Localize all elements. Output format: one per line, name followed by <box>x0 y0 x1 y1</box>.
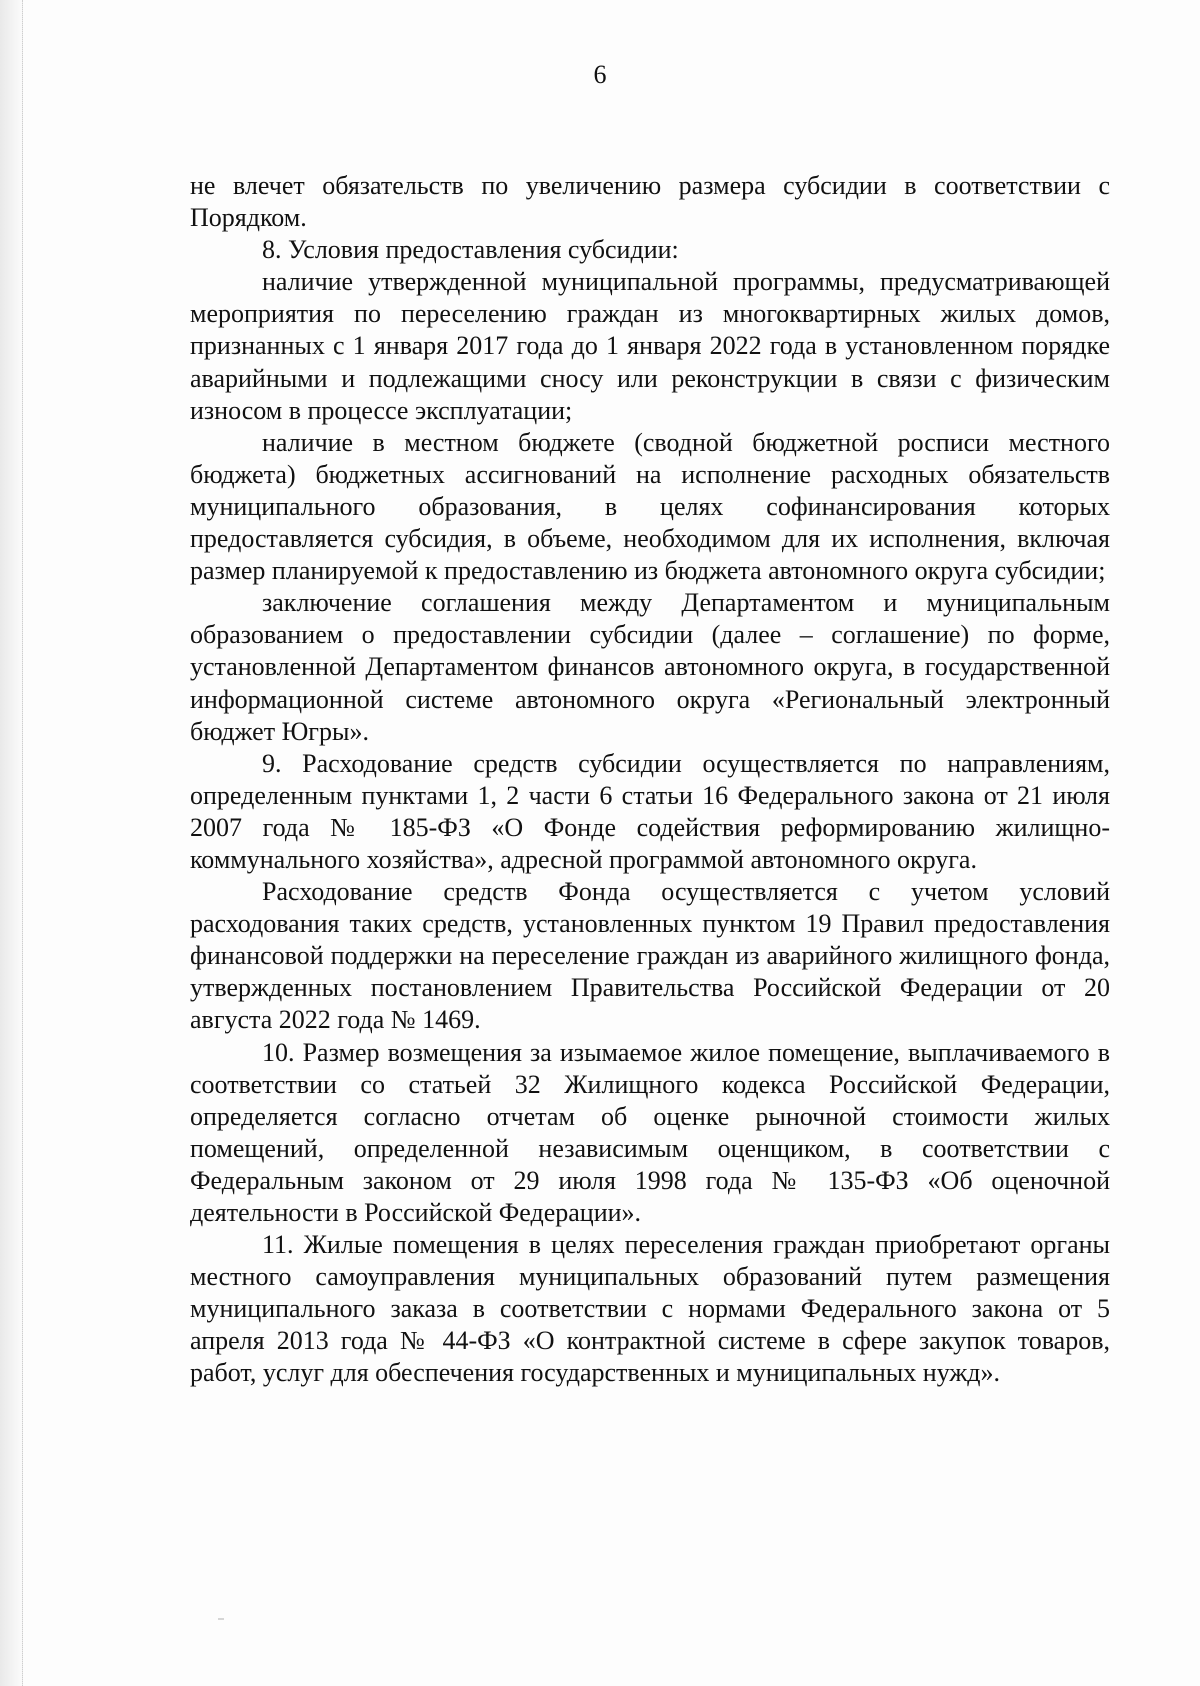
scan-artifact <box>218 1618 224 1620</box>
paragraph-item-11: 11. Жилые помещения в целях переселения граждан приобретают органы местного самоуправления муниципальных образований путем размещения муниципального заказа в соответствии с нормами Федерального закона от 5 апреля 2013 года № 44-ФЗ «О контрактной системе в сфере закупок товаров, работ, услуг для обеспечения государственных и муниципальных нужд». <box>190 1230 1110 1388</box>
scan-edge <box>0 0 23 1686</box>
paragraph-condition-budget: наличие в местном бюджете (сводной бюджетной росписи местного бюджета) бюджетных ассигнований на исполнение расходных обязательств муниципального образования, в целях софинансирования которых предоставляется субсидия, в объеме, необходимом для их исполнения, включая размер планируемой к предоставлению из бюджета автономного округа субсидии; <box>190 427 1110 586</box>
page-number: 6 <box>593 60 607 89</box>
paragraph-continuation: не влечет обязательств по увеличению размера субсидии в соответствии с Порядком. <box>190 171 1110 233</box>
paragraph-item-8-heading: 8. Условия предоставления субсидии: <box>262 235 679 265</box>
paragraph-condition-agreement: заключение соглашения между Департаментом и муниципальным образованием о предоставлении субсидии (далее – соглашение) по форме, установленной Департаментом финансов автономного округа, в государственной информационной системе автономного округа «Региональный электронный бюджет Югры». <box>190 588 1110 746</box>
paragraph-fund-spending: Расходование средств Фонда осуществляется с учетом условий расходования таких средств, установленных пунктом 19 Правил предоставления финансовой поддержки на переселение граждан из аварийного жилищного фонда, утвержденных постановлением Правительства Российской Федерации от 20 августа 2022 года № 1469. <box>190 877 1110 1035</box>
paragraph-item-9: 9. Расходование средств субсидии осуществляется по направлениям, определенным пунктами 1, 2 части 6 статьи 16 Федерального закона от 21 июля 2007 года № 185-ФЗ «О Фонде содействия реформированию жилищно-коммунального хозяйства», адресной программой автономного округа. <box>190 748 1110 874</box>
document-body <box>190 170 1110 1390</box>
paragraph-item-10: 10. Размер возмещения за изымаемое жилое помещение, выплачиваемого в соответствии со статьей 32 Жилищного кодекса Российской Федерации, определяется согласно отчетам об оценке рыночной стоимости жилых помещений, определенной независимым оценщиком, в соответствии с Федеральным законом от 29 июля 1998 года № 135-ФЗ «Об оценочной деятельности в Российской Федерации». <box>190 1037 1110 1227</box>
paragraph-condition-program: наличие утвержденной муниципальной программы, предусматривающей мероприятия по переселению граждан из многоквартирных жилых домов, признанных с 1 января 2017 года до 1 января 2022 года в установленном порядке аварийными и подлежащими сносу или реконструкции в связи с физическим износом в процессе эксплуатации; <box>190 267 1110 425</box>
